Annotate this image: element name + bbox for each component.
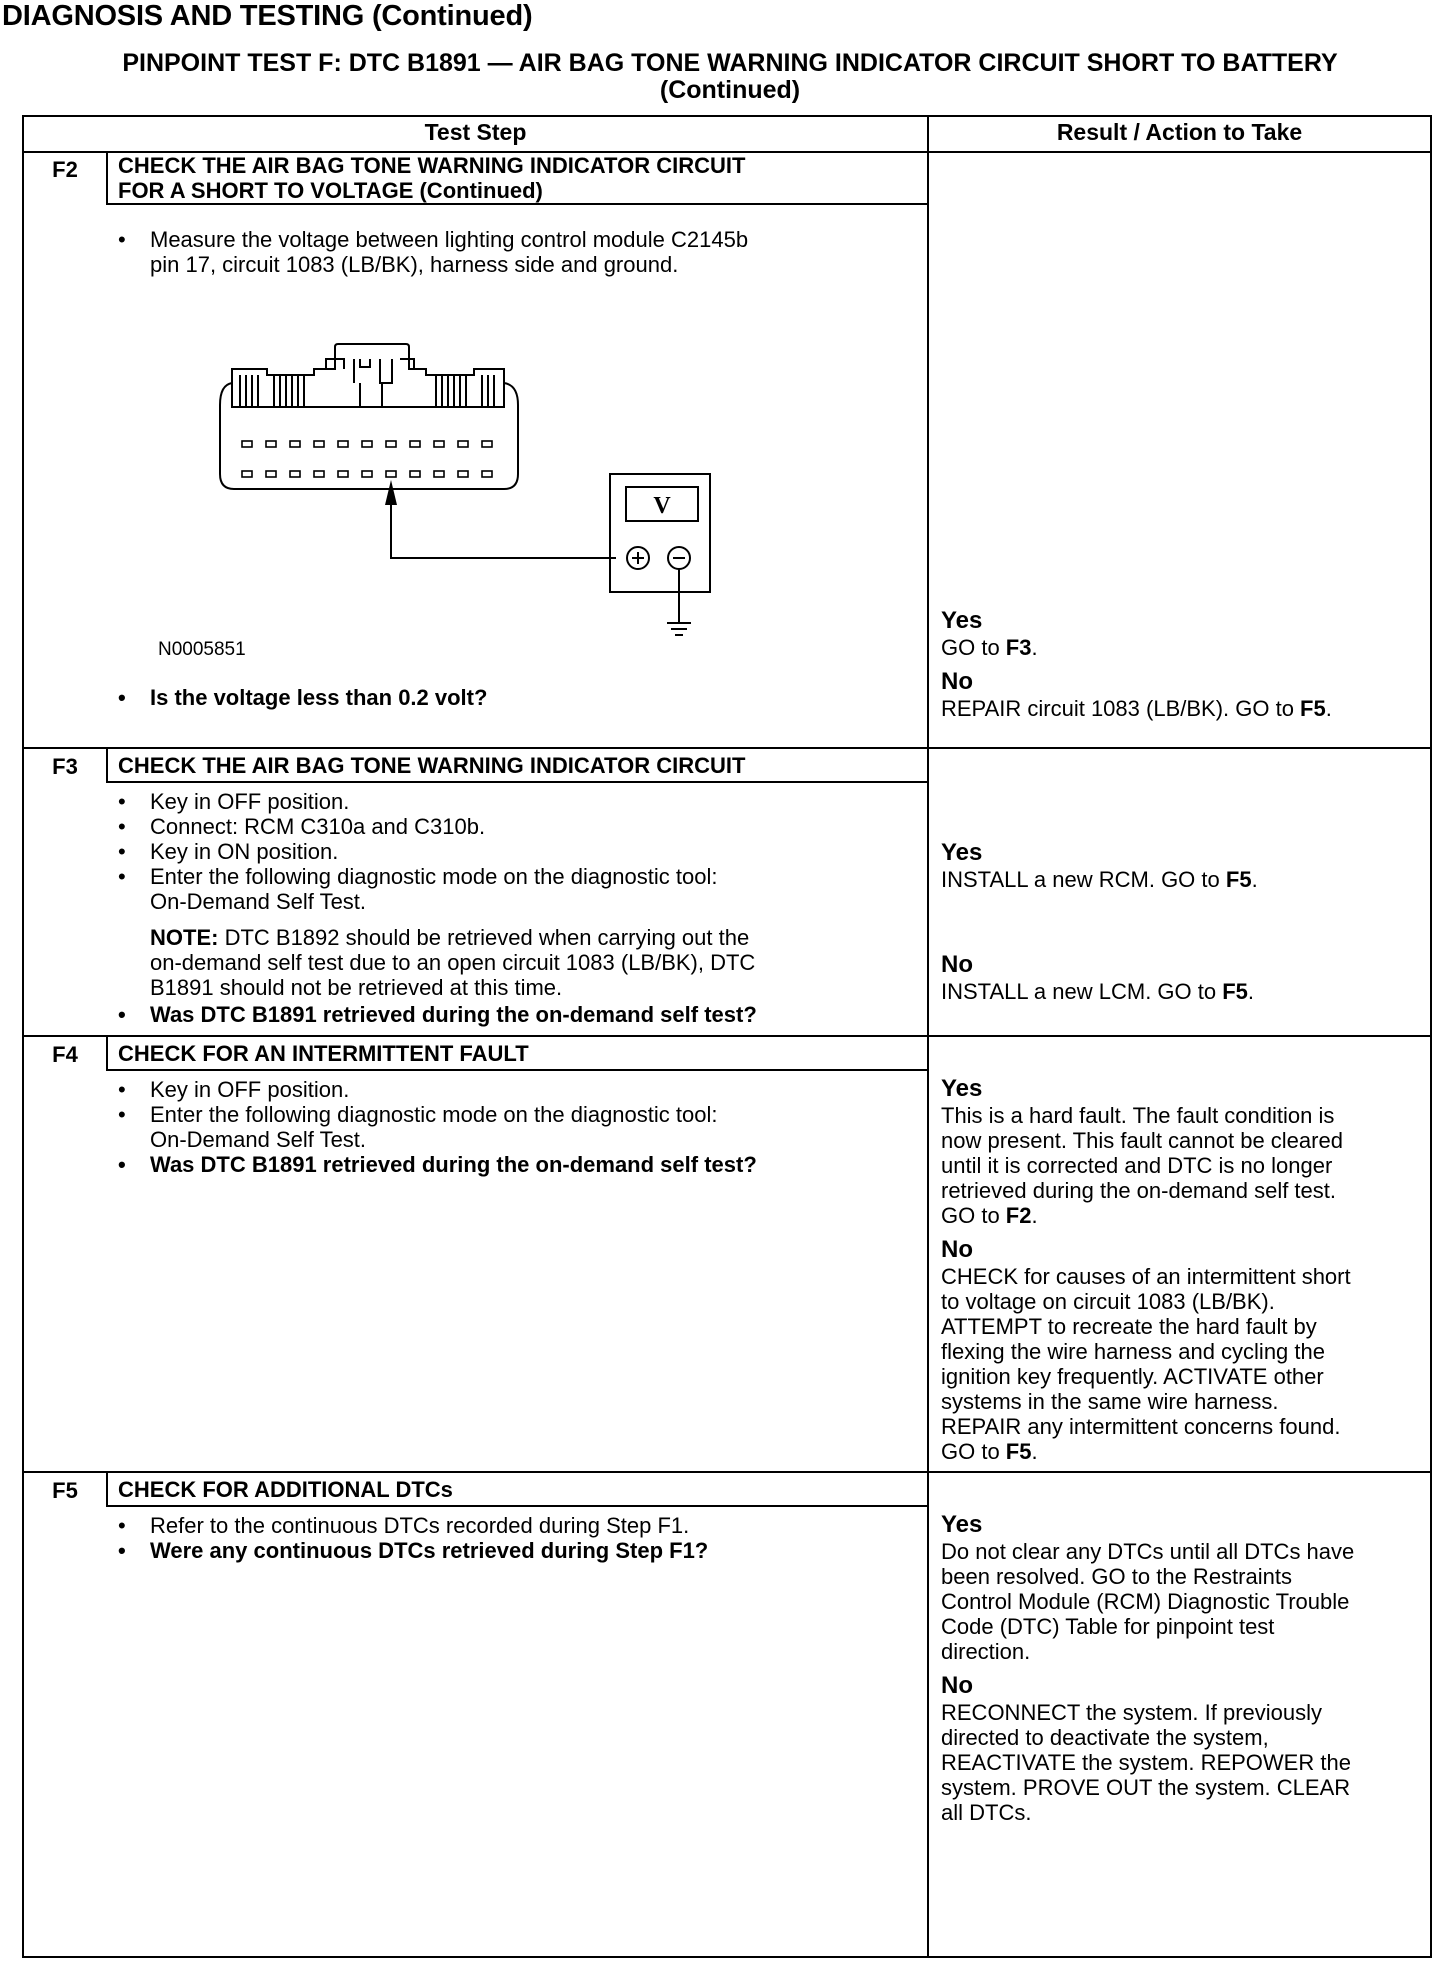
probe-arrow-icon [385,480,397,505]
f2-no-label: No [941,668,973,695]
step-title-f4: CHECK FOR AN INTERMITTENT FAULT [118,1041,529,1066]
f5-yes-line1: Do not clear any DTCs until all DTCs have [941,1539,1355,1564]
pinpoint-test-title [20,50,1440,104]
f3-yes-target: F5 [1225,867,1252,892]
f5-question: • Were any continuous DTCs retrieved during Step F1? [114,1538,708,1563]
f5-yes-line3: Control Module (RCM) Diagnostic Trouble [941,1589,1350,1614]
f4-instructions [114,1077,757,1177]
f2-bullet-measure [114,227,748,277]
f4-bullet-diag-mode-line2: On-Demand Self Test. [150,1127,367,1152]
f5-yes-line4: Code (DTC) Table for pinpoint test [941,1614,1275,1639]
f2-yes-target: F3 [1005,635,1032,660]
f3-instructions [114,789,717,914]
step-title-f3: CHECK THE AIR BAG TONE WARNING INDICATOR CIRCUIT [118,753,746,778]
f2-results [941,607,1431,721]
f4-yes-line4: retrieved during the on-demand self test. [941,1178,1337,1203]
page-header: DIAGNOSIS AND TESTING (Continued) [2,0,533,32]
f2-no-target: F5 [1300,696,1326,721]
f2-yes-end: . [1031,635,1038,660]
f5-no-line5: all DTCs. [941,1800,1032,1825]
f4-no-line7: REPAIR any intermittent concerns found. [941,1414,1341,1439]
f3-bullet-diag-mode-line2: On-Demand Self Test. [150,889,367,914]
f3-bullet-connect: • Connect: RCM C310a and C310b. [114,814,717,839]
f2-no-action [941,696,1431,721]
f3-yes-end: . [1251,867,1258,892]
f5-no-label: No [941,1672,973,1699]
f5-no-line3: REACTIVATE the system. REPOWER the [941,1750,1351,1775]
probe-lead-positive [391,505,616,558]
f3-no-end: . [1247,979,1255,1004]
f3-no-target: F5 [1222,979,1248,1004]
f4-yes-line3: until it is corrected and DTC is no longer [941,1153,1333,1178]
step-id-f2: F2 [52,157,78,182]
step-id-f3: F3 [52,754,78,779]
f3-title-divider [106,781,927,783]
f3-note-line2: on-demand self test due to an open circuit 1083 (LB/BK), DTC [150,950,756,975]
f4-no-line6: systems in the same wire harness. [941,1389,1279,1414]
f4-question: • Was DTC B1891 retrieved during the on-demand self test? [114,1152,757,1177]
step-title-f5: CHECK FOR ADDITIONAL DTCs [118,1477,453,1502]
f4-no-target: F5 [1005,1439,1032,1464]
f2-yes-action [941,635,1431,660]
f4-no-line1: CHECK for causes of an intermittent short [941,1264,1351,1289]
f3-note [150,925,910,1000]
f3-yes-action-text: INSTALL a new RCM. GO to [941,867,1226,892]
f2-id-divider [106,151,108,204]
f5-no-line4: system. PROVE OUT the system. CLEAR [941,1775,1351,1800]
step-title-f2-line1: CHECK THE AIR BAG TONE WARNING INDICATOR CIRCUIT [118,153,746,178]
f4-no-line3: ATTEMPT to recreate the hard fault by [941,1314,1317,1339]
f5-yes-line5: direction. [941,1639,1031,1664]
f2-title-divider [106,203,927,205]
f2-no-action-text: REPAIR circuit 1083 (LB/BK). GO to [941,696,1301,721]
f3-results-yes [941,839,1431,892]
f5-yes-line2: been resolved. GO to the Restraints [941,1564,1292,1589]
step-id-f4: F4 [52,1042,78,1067]
f4-yes-label: Yes [941,1075,983,1102]
f4-no-line2: to voltage on circuit 1083 (LB/BK). [941,1289,1275,1314]
f2-question: • Is the voltage less than 0.2 volt? [114,685,487,710]
connector-voltmeter-diagram [174,317,734,657]
f5-yes-label: Yes [941,1511,983,1538]
f3-note-line3: B1891 should not be retrieved at this time. [150,975,563,1000]
f2-question-list [114,685,487,710]
ground-symbol-icon [667,623,691,635]
test-title-line2: (Continued) [659,76,801,104]
f3-no-action-text: INSTALL a new LCM. GO to [941,979,1223,1004]
test-title-line1: PINPOINT TEST F: DTC B1891 — AIR BAG TONE WARNING INDICATOR CIRCUIT SHORT TO BATTERY [122,49,1338,77]
f3-id-divider [106,747,108,782]
f5-instructions [114,1513,708,1563]
f4-row-divider [24,1471,1430,1473]
f4-yes-line2: now present. This fault cannot be cleared [941,1128,1343,1153]
f3-question: • Was DTC B1891 retrieved during the on-demand self test? [114,1002,757,1027]
f2-instructions [114,227,748,277]
f2-yes-label: Yes [941,607,983,634]
column-divider [927,117,929,1958]
step-title-f2-line2: FOR A SHORT TO VOLTAGE (Continued) [118,178,543,203]
f4-title-divider [106,1069,927,1071]
f3-yes-action [941,867,1431,892]
f4-results [941,1075,1431,1464]
f3-results-no [941,951,1431,1004]
voltmeter-label: V [653,493,671,519]
f4-no-line5: ignition key frequently. ACTIVATE other [941,1364,1324,1389]
f5-no-line2: directed to deactivate the system, [941,1725,1269,1750]
f5-no-line1: RECONNECT the system. If previously [941,1700,1323,1725]
f3-bullet-diag-mode [114,864,717,914]
column-header-test-step: Test Step [424,119,527,145]
f4-yes-goto: GO to [941,1203,1006,1228]
f3-bullet-key-on: • Key in ON position. [114,839,717,864]
f3-no-action [941,979,1431,1004]
f4-yes-end: . [1031,1203,1038,1228]
f4-yes-target: F2 [1005,1203,1032,1228]
f3-row-divider [24,1035,1430,1037]
step-title-f2 [118,153,745,203]
f3-bullet-diag-mode-line1: • Enter the following diagnostic mode on the diagnostic tool: [150,864,718,889]
f3-note-label: NOTE: [150,925,219,950]
f5-id-divider [106,1471,108,1506]
f5-bullet-refer: • Refer to the continuous DTCs recorded during Step F1. [114,1513,708,1538]
f4-no-end: . [1031,1439,1038,1464]
figure-id: N0005851 [158,639,246,660]
step-id-f5: F5 [52,1478,78,1503]
f4-id-divider [106,1035,108,1070]
f2-yes-action-text: GO to [941,635,1006,660]
f4-no-label: No [941,1236,973,1263]
f4-yes-line1: This is a hard fault. The fault condition is [941,1103,1335,1128]
f4-no-line8 [941,1439,1431,1464]
f4-no-goto: GO to [941,1439,1006,1464]
f3-bullet-key-off: • Key in OFF position. [114,789,717,814]
f4-bullet-diag-mode [114,1102,757,1152]
pinpoint-test-table [22,115,1432,1958]
f4-bullet-key-off: • Key in OFF position. [114,1077,757,1102]
f2-no-end: . [1325,696,1332,721]
f2-row-divider [24,747,1430,749]
f5-title-divider [106,1505,927,1507]
f4-bullet-diag-mode-line1: • Enter the following diagnostic mode on the diagnostic tool: [150,1102,718,1127]
f5-results [941,1511,1431,1825]
f3-note-line1: DTC B1892 should be retrieved when carrying out the [218,925,750,950]
column-header-result: Result / Action to Take [1056,119,1303,145]
f3-no-label: No [941,951,973,978]
f4-no-line4: flexing the wire harness and cycling the [941,1339,1325,1364]
f2-bullet-measure-line2: pin 17, circuit 1083 (LB/BK), harness side and ground. [150,252,679,277]
f3-question-list [114,1002,757,1027]
f3-yes-label: Yes [941,839,983,866]
f4-yes-line5 [941,1203,1431,1228]
f2-bullet-measure-line1: • Measure the voltage between lighting control module C2145b [150,227,749,252]
